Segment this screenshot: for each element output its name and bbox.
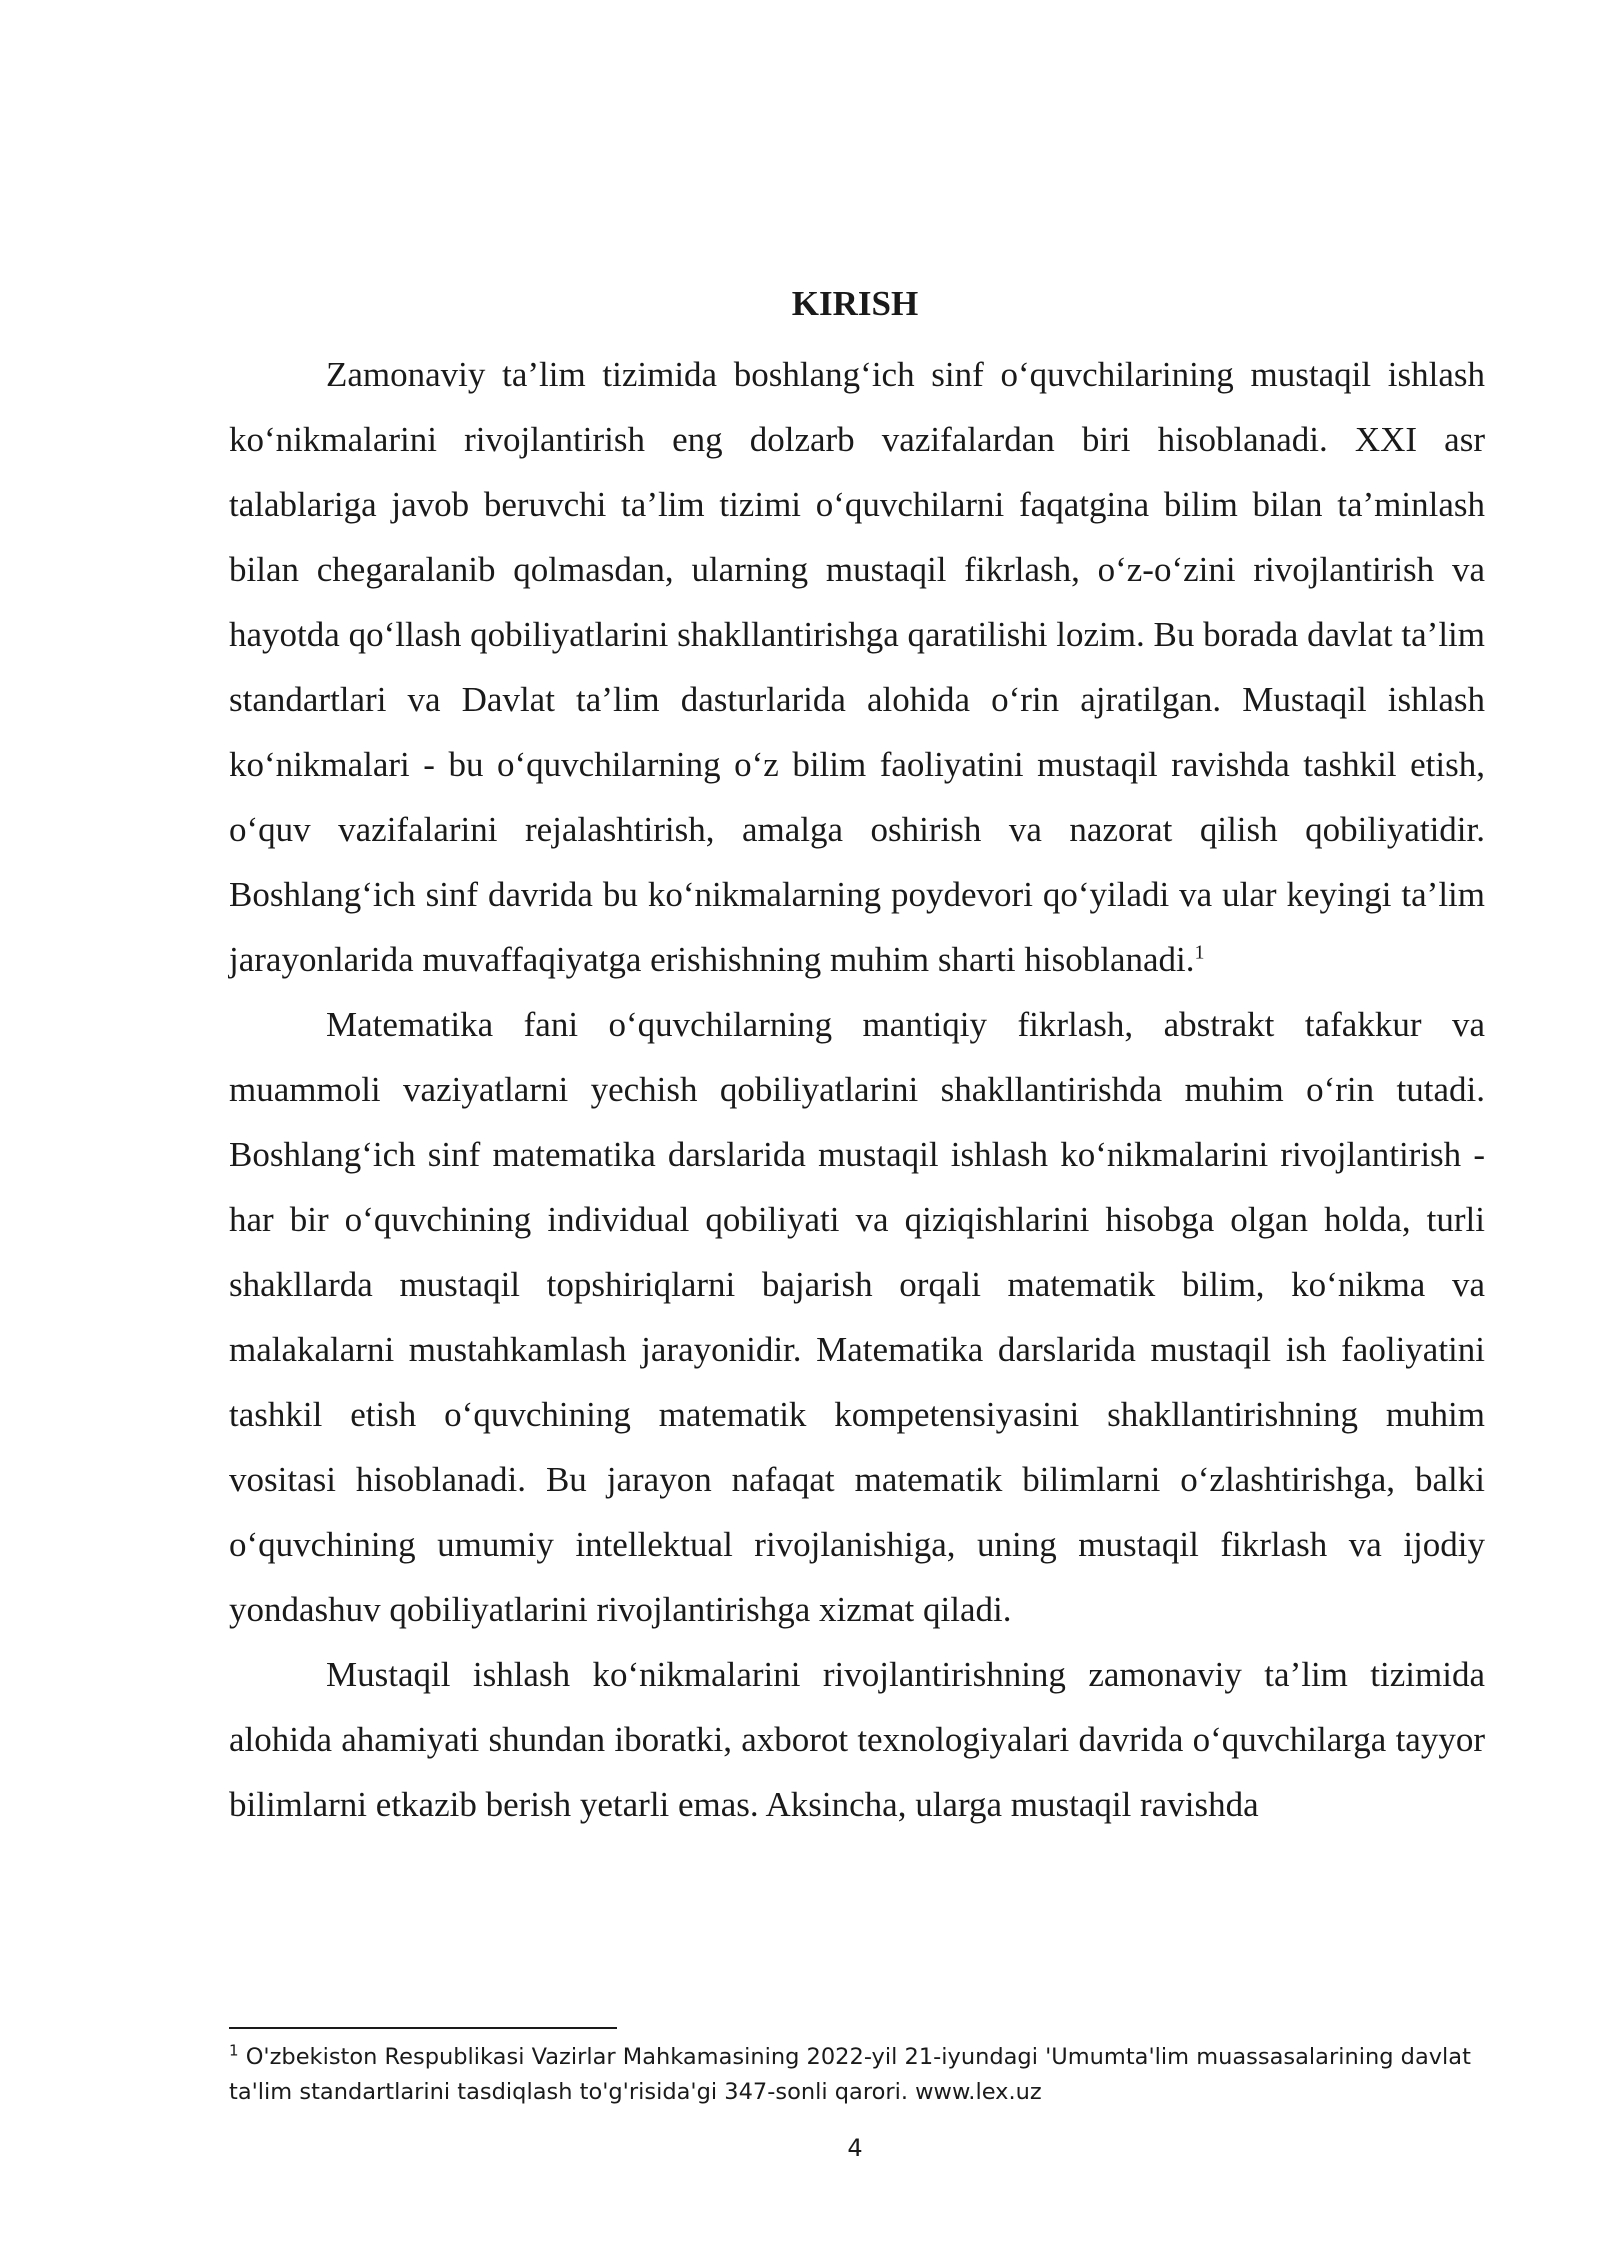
page-number: 4 — [847, 2134, 863, 2162]
section-title: KIRISH — [791, 284, 919, 323]
paragraph-2 — [229, 992, 1485, 1642]
paragraph-2-text: Matematika fani o‘quvchilarning mantiqiy fikrlash, abstrakt tafakkur va muammoli vaziyatlarni yechish qobiliyatlarini shakllantirishda muhim o‘rin tutadi. Boshlang‘ich sinf matematika darslarida mustaqil ishlash ko‘nikmalarini rivojlantirish - har bir o‘quvchining individual qobiliyati va qiziqishlarini hisobga olgan holda, turli shakllarda mustaqil topshiriqlarni bajarish orqali matematik bilim, ko‘nikma va malakalarni mustahkamlash jarayonidir. Matematika darslarida mustaqil ish faoliyatini tashkil etish o‘quvchining matematik kompetensiyasini shakllantirishning muhim vositasi hisoblanadi. Bu jarayon nafaqat matematik bilimlarni o‘zlashtirishga, balki o‘quvchining umumiy intellektual rivojlanishiga, uning mustaqil fikrlash va ijodiy yondashuv qobiliyatlarini rivojlantirishga xizmat qiladi. — [229, 1005, 1485, 1629]
paragraph-3 — [229, 1642, 1485, 1837]
footnote-text: O'zbekiston Respublikasi Vazirlar Mahkamasining 2022-yil 21-iyundagi 'Umumta'lim muassasalarining davlat ta'lim standartlarini tasdiqlash to'g'risida'gi 347-sonli qarori. www.lex.uz — [229, 2044, 1471, 2105]
paragraph-3-text: Mustaqil ishlash ko‘nikmalarini rivojlantirishning zamonaviy ta’lim tizimida alohida ahamiyati shundan iboratki, axborot texnologiyalari davrida o‘quvchilarga tayyor bilimlarni etkazib berish yetarli emas. Aksincha, ularga mustaqil ravishda — [229, 1655, 1485, 1824]
footnote — [229, 2040, 1485, 2110]
footnote-separator — [229, 2027, 617, 2029]
footnote-reference[interactable]: 1 — [1194, 941, 1205, 964]
paragraph-1-text: Zamonaviy ta’lim tizimida boshlang‘ich sinf o‘quvchilarining mustaqil ishlash ko‘nikmalarini rivojlantirish eng dolzarb vazifalardan biri hisoblanadi. XXI asr talablariga javob beruvchi ta’lim tizimi o‘quvchilarni faqatgina bilim bilan ta’minlash bilan chegaralanib qolmasdan, ularning mustaqil fikrlash, o‘z-o‘zini rivojlantirish va hayotda qo‘llash qobiliyatlarini shakllantirishga qaratilishi lozim. Bu borada davlat ta’lim standartlari va Davlat ta’lim dasturlarida alohida o‘rin ajratilgan. Mustaqil ishlash ko‘nikmalari - bu o‘quvchilarning o‘z bilim faoliyatini mustaqil ravishda tashkil etish, o‘quv vazifalarini rejalashtirish, amalga oshirish va nazorat qilish qobiliyatidir. Boshlang‘ich sinf davrida bu ko‘nikmalarning poydevori qo‘yiladi va ular keyingi ta’lim jarayonlarida muvaffaqiyatga erishishning muhim sharti hisoblanadi. — [229, 355, 1485, 979]
body-text — [229, 342, 1485, 1837]
footnote-marker: 1 — [229, 2041, 239, 2060]
paragraph-1 — [229, 342, 1485, 992]
